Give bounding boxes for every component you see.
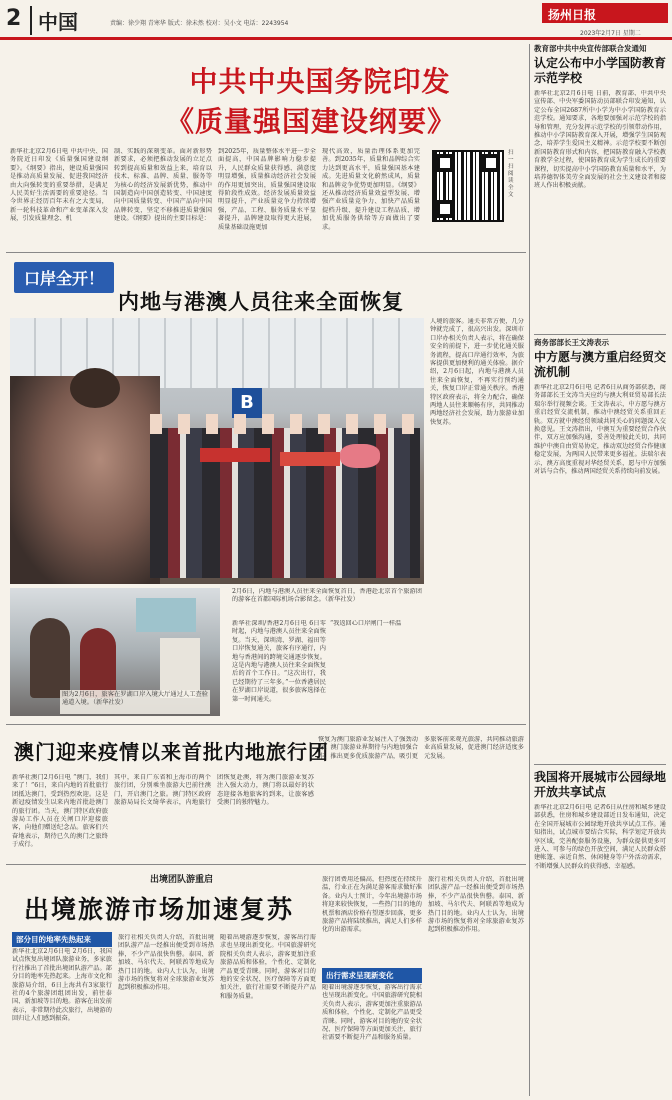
headline-line-1: 中共中央国务院印发: [189, 65, 451, 98]
story-1-kicker: 教育部中共中央宣传部联合发通知: [534, 44, 647, 53]
subhead-1: 部分目的地率先热起来: [12, 932, 112, 947]
photo2-caption: 图为2月6日，旅客在罗湖口岸入境大厅通过人工查验通道入境。（新华社发）: [60, 690, 210, 714]
article-1-col-2: 制、实践的深刻变革。面对新形势新要求，必须把推动发展的立足点转到提高质量和效益上来，培育以技术、标准、品牌、质量、服务等为核心的经济发展新优势，推动中国制造向中国创造转变、中国速度向中国质量转变、中国产品向中国品牌转变，坚定不移推进质量强国建设。《纲要》提出的主要目标是：: [114, 148, 212, 223]
article-4-col-6: 旅行社相关负责人介绍，首批出境团队游产品一经推出便受到市场热捧，不少产品很快售罄。泰国、新加坡、马尔代夫、阿联酋等地成为热门目的地。业内人士认为，出境游市场的恢复将对全球旅游业复苏起到积极推动作用。: [428, 876, 524, 934]
article-3-headline: 澳门迎来疫情以来首批内地旅行团: [14, 740, 329, 764]
article-2-col-3: 人境的旅客。通关非常方便，几分钟就完成了，很高兴出发。深圳市口岸办相关负责人表示，将在确保安全的前提下，进一步优化通关服务流程，提高口岸通行效率，为旅客提供更加便利的通关体验。据介绍，2月6日起，内地与港澳人员往来全面恢复，不再实行预约通关，恢复口岸正常通关秩序。香港特区政府表示，将全力配合，确保两地人员往来顺畅有序，共同推动两地经济社会发展，助力旅游业加快复苏。: [430, 318, 524, 426]
article-4-headline: 出境旅游市场加速复苏: [23, 895, 294, 924]
masthead: [0, 0, 672, 40]
divider: [6, 252, 526, 253]
article-1-col-1: 新华社北京2月6日电 中共中央、国务院近日印发《质量强国建设纲要》。《纲要》指出，建设质量强国是推动高质量发展、促进我国经济由大向强转变的重要举措，是满足人民美好生活需要的重要途径。当今世界正经历百年未有之大变局，新一轮科技革命和产业变革深入发展，引发质量理念、机: [10, 148, 108, 223]
article-2-headline: 内地与港澳人员往来全面恢复: [118, 289, 404, 314]
article-4-col-2: 旅行社相关负责人介绍，首批出境团队游产品一经推出便受到市场热捧，不少产品很快售罄。泰国、新加坡、马尔代夫、阿联酋等地成为热门目的地。业内人士认为，出境游市场的恢复将对全球旅游业复苏起到积极推动作用。: [118, 934, 214, 992]
article-2-col-2: “我返回心口岸闸门一样温: [330, 620, 402, 627]
section-title: 中国: [30, 6, 78, 35]
right-story-2: [534, 338, 666, 762]
editor-credits: 责编：徐少翔 青寒华 版式：徐未然 校对：吴小文 电话：2243954: [110, 20, 289, 27]
divider: [6, 864, 526, 865]
article-3-col-1: 新华社澳门2月6日电 “澳门，我们来了！”6日，来自内地的首批旅行团抵达澳门，受到热烈欢迎。这是新冠疫情发生以来内地首批赴澳门的旅行团。当天，澳门特区政府旅游局工作人员在关闸口岸迎接旅客，向他们赠送纪念品。旅客们兴奋地表示，期待已久的澳门之旅终于成行。: [12, 774, 108, 849]
issue-date: 2023年2月7日 星期二: [580, 30, 641, 37]
article-3-col-3: 恢复为澳门旅游业发展注入了强劲动力。澳门旅游业界期待与内地加强合作，推出更多优质旅游产品，吸引更多旅客前来观光旅游，共同推动旅游业高质量发展，促进澳门经济适度多元发展。: [318, 736, 524, 760]
divider: [534, 764, 666, 765]
divider: [534, 334, 666, 335]
subhead-2: 出行需求呈现新变化: [322, 968, 422, 983]
newspaper-logo: 扬州日报: [542, 3, 668, 23]
story-3-headline: 我国将开展城市公园绿地开放共享试点: [534, 770, 667, 799]
article-4-col-4: 旅行团费用还偏高，但热度在持续升温，行业正在为满足游客需求做好准备。业内人士预计，今年出境游市场将迎来较快恢复，一些热门目的地的机票和酒店价格有望逐步回落，更多旅游产品将陆续推出，满足人们多样化的出游需求。: [322, 876, 422, 934]
story-2-kicker: 商务部部长王文涛表示: [534, 338, 609, 347]
page-number: 2: [6, 6, 22, 31]
article-4-col-1: 新华社北京2月6日电 2月6日，我国试点恢复出境团队旅游业务，多家旅行社推出了首批出境团队游产品。部分目的地率先热起来。上海市文化和旅游局介绍，6日上海共有3家旅行社的4个旅游团组团出发，前往泰国、新加坡等目的地。游客在出发前表示，非常期待此次旅行，出境游的回归让人们感到振奋。: [12, 948, 112, 1023]
right-story-3: [534, 770, 666, 1092]
story-2-headline: 中方愿与澳方重启经贸交流机制: [534, 350, 667, 379]
qr-code[interactable]: [432, 150, 504, 222]
headline-line-2: 《质量强国建设纲要》: [165, 105, 456, 138]
right-story-1: [534, 44, 666, 334]
article-4-col-5: 随着出境游逐步恢复，游客出行需求也呈现出新变化。中国旅游研究院相关负责人表示，游客更加注重旅游品质和体验，个性化、定制化产品更受青睐。同时，游客对目的地的安全状况、医疗保障等方面更加关注，旅行社需要不断提升产品和服务质量。: [322, 984, 422, 1042]
qr-caption: 扫一扫阅读全文: [508, 150, 514, 198]
article-1-col-3: 到2025年，质量整体水平进一步全面提高，中国品牌影响力稳步提升，人民群众质量获得感、满意度明显增强，质量推动经济社会发展的作用更加突出，质量强国建设取得阶段性成效。经济发展质量效益明显提升，产业质量竞争力持续增强，产品、工程、服务质量水平显著提升，品牌建设取得更大进展，质量基础设施更加: [218, 148, 316, 231]
article-3-col-2: 其中，来自广东省和上海市的两个旅行团，分别乘坐旅游大巴前往澳门，开启澳门之旅。澳门特区政府旅游局局长文绮华表示，内地旅行团恢复赴澳，将为澳门旅游业复苏注入强大动力，澳门将以最好的状态迎接各地旅客的到来，让旅客感受澳门的独特魅力。: [114, 774, 314, 807]
article-4-kicker: 出境团队游重启: [150, 875, 214, 885]
story-1-headline: 认定公布中小学国防教育示范学校: [534, 56, 667, 85]
gate-sign: B: [232, 388, 262, 418]
column-divider: [529, 44, 530, 1096]
divider: [6, 724, 526, 725]
story-3-body: 新华社北京2月6日电 记者6日从住房和城乡建设部获悉，住房和城乡建设部近日发布通知，决定在全国开展城市公园绿地开放共享试点工作。通知指出，试点城市要结合实际，科学划定开放共享区域，完善配套服务设施，为群众提供更多可进入、可参与的绿色开放空间，满足人民群众搭建帐篷、亲近自然、休闲健身等户外活动需求，不断增强人民群众的获得感、幸福感。: [534, 804, 666, 870]
section-tag: 口岸全开！: [14, 262, 114, 293]
article-4-col-3a: 随着出境游逐步恢复，游客出行需求也呈现出新变化。中国旅游研究院相关负责人表示，游客更加注重旅游品质和体验，个性化、定制化产品更受青睐。同时，游客对目的地的安全状况、医疗保障等方面更加关注，旅行社需要不断提升产品和服务质量。: [220, 934, 316, 1000]
photo-caption: 2月6日，内地与港澳人员往来全面恢复首日，香港赴北京首个旅游团的游客在首都国际机场合影留念。（新华社发）: [232, 588, 422, 604]
story-2-body: 新华社北京2月6日电 记者6日从商务部获悉，商务部部长王文涛当天应约与澳大利亚贸易部长法瑞尔举行视频会谈。王文涛表示，中方愿与澳方重启经贸交流机制，推动中澳经贸关系重回正轨。双方就中澳经贸领域共同关心的问题深入交换意见。王文涛指出，中澳互为重要经贸合作伙伴，双方应加强沟通，妥善处理彼此关切，共同维护中澳自由贸易协定，推动双边经贸合作健康稳定发展，为两国人民带来更多福祉。法瑞尔表示，澳方高度重视对华经贸关系，愿与中方加强对话与合作，推动两国经贸关系持续向前发展。: [534, 384, 666, 476]
airport-group-photo: [10, 318, 424, 584]
article-1-col-4: 现代高效，质量治理体系更加完善。到2035年，质量和品牌综合实力达到更高水平，质量强国基本建成。先进质量文化蔚然成风，质量和品牌竞争优势更加明显。《纲要》还从推动经济质量效益型发展、增强产业质量竞争力、加快产品质量提档升级、提升建设工程品质、增加优质服务供给等方面做出了要求。: [322, 148, 420, 231]
story-1-body: 新华社北京2月6日电 日前，教育部、中共中央宣传部、中央军委国防动员部联合印发通知，认定公布全国2687所中小学为中小学国防教育示范学校。通知要求，各地要加强对示范学校的指导和管理，充分发挥示范学校的引领带动作用，推动中小学国防教育深入开展，增强学生国防观念，培养学生爱国主义精神。示范学校要不断创新国防教育形式和内容，把国防教育融入学校教育教学全过程，使国防教育成为学生成长的重要课程，切实提高中小学国防教育质量和水平，为培养德智体美劳全面发展的社会主义建设者和接班人作出积极贡献。: [534, 90, 666, 190]
article-2-col-1: 新华社深圳/香港2月6日电 6日零时起，内地与港澳人员往来全面恢复。当天，深圳湾、罗湖、福田等口岸恢复通关，旅客有序通行，内地与香港间的跨境交通逐步恢复。这是内地与港澳人员往来全面恢复后的首个工作日。“这次出行，我已经期待了三年多。”一位香港居民在罗湖口岸说道，很多旅客选择在第一时间通关。: [232, 620, 326, 703]
